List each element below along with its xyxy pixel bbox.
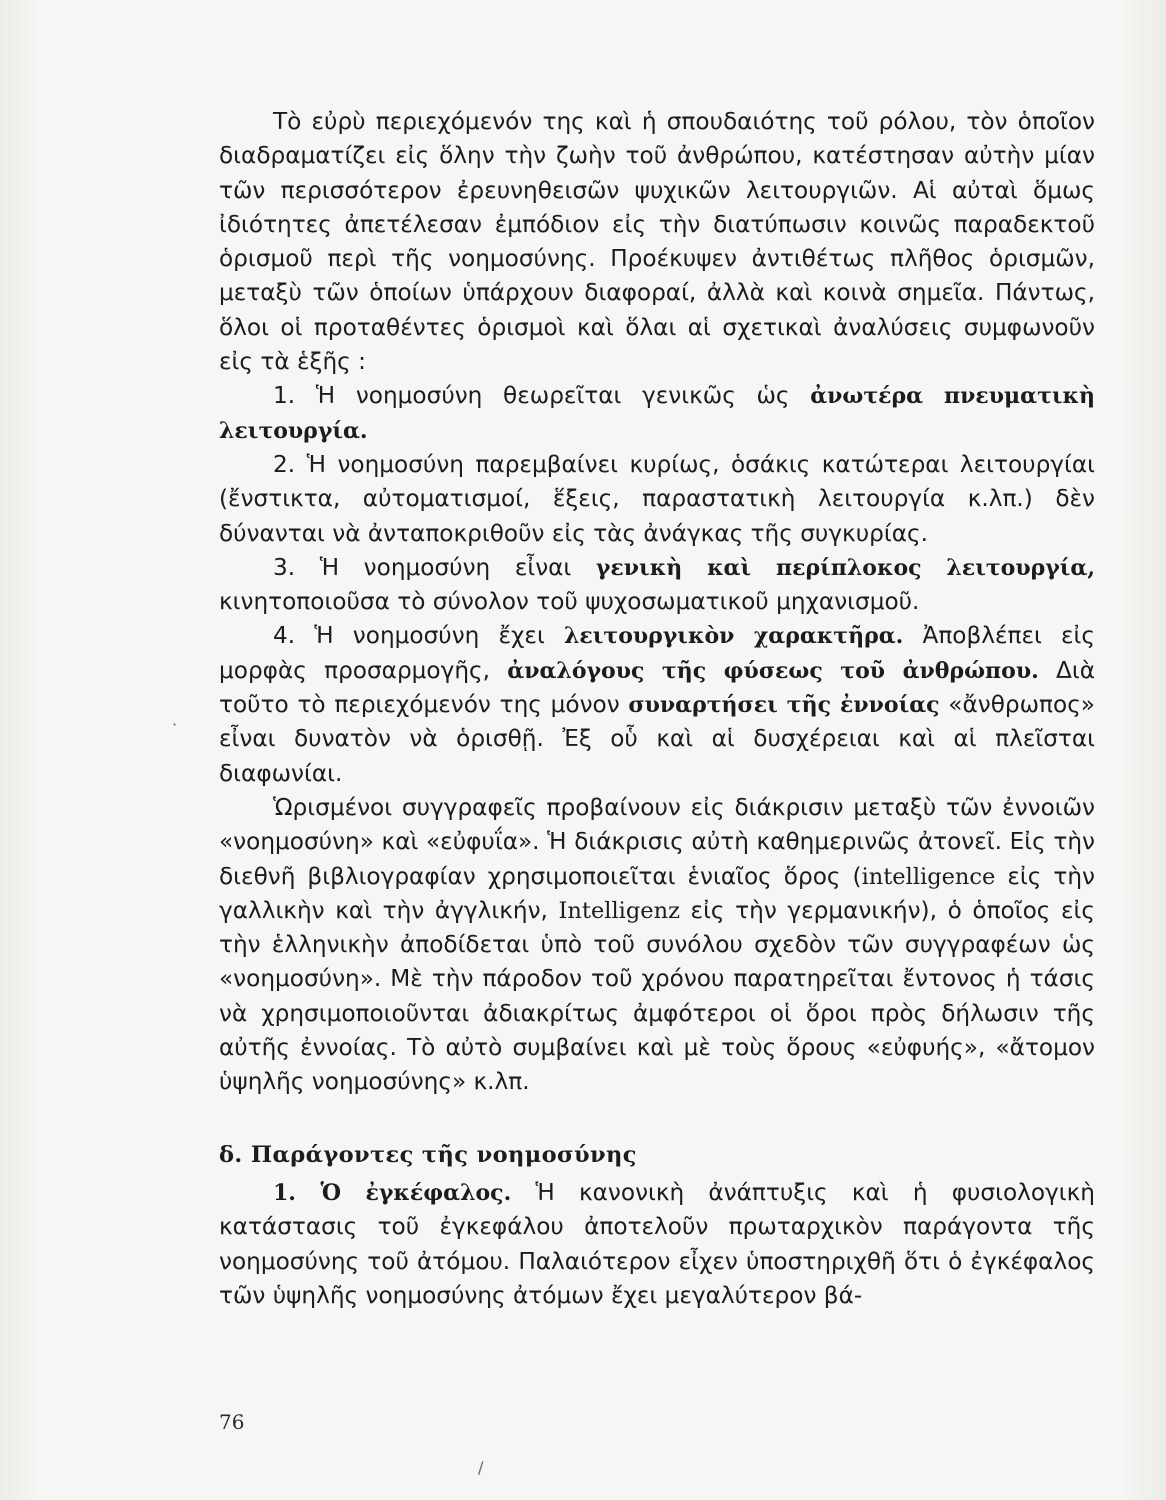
item-4-mid-2: Διὰ τοῦτο τὸ περιεχόμενόν της μόνον [219, 656, 1096, 719]
paragraph-brain [219, 1176, 1095, 1313]
item-3-bold: γενικὴ καὶ περίπλοκος λειτουργία, [595, 554, 1095, 581]
section-heading: δ. Παράγοντες τῆς νοημοσύνης [219, 1141, 637, 1168]
item-1-text: 1. Ἡ νοημοσύνη θεωρεῖται γενικῶς ὡς [273, 382, 811, 410]
latin-term-intelligenz: Intelligenz [558, 897, 680, 924]
stray-mark: / [478, 1458, 484, 1477]
item-1-bold: ἀνωτέρα πνευματικὴ λειτουργία. [219, 383, 1095, 444]
item-4-mid-1: Ἀποβλέπει εἰς μορφὰς προσαρμογῆς, [219, 622, 1095, 684]
item-4-bold-3: συναρτήσει τῆς ἐννοίας [628, 692, 940, 719]
terminology-part-3: εἰς τὴν γερμανικήν), ὁ ὁποῖος εἰς τὴν ἑλληνικὴν ἀποδίδεται ὑπὸ τοῦ συνόλου σχεδὸν τῶν συγγραφέων ὡς «νοημοσύνη». Μὲ τὴν πάροδον τοῦ χρόνου παρατηρεῖται ἔντονος ἡ τάσις νὰ χρησιμοποιοῦνται ἀδιακρίτως ἀμφότεροι οἱ ὅροι πρὸς δήλωσιν τῆς αὐτῆς ἐννοίας. Τὸ αὐτὸ συμβαίνει καὶ μὲ τοὺς ὅρους «εὐφυής», «ἄτομον ὑψηλῆς νοημοσύνης» κ.λπ. [219, 896, 1095, 1096]
paragraph-intro: Τὸ εὐρὺ περιεχόμενόν της καὶ ἡ σπουδαιότης τοῦ ρόλου, τὸν ὁποῖον διαδραματίζει εἰς ὅλην τὴν ζωὴν τοῦ ἀνθρώπου, κατέστησαν αὐτὴν μίαν τῶν περισσότερον ἐρευνηθεισῶν ψυχικῶν λειτουργιῶν. Αἱ αὐταὶ ὅμως ἰδιότητες ἀπετέλεσαν ἐμπόδιον εἰς τὴν διατύπωσιν κοινῶς παραδεκτοῦ ὁρισμοῦ περὶ τῆς νοημοσύνης. Προέκυψεν ἀντιθέτως πλῆθος ὁρισμῶν, μεταξὺ τῶν ὁποίων ὑπάρχουν διαφοραί, ἀλλὰ καὶ κοινὰ σημεῖα. Πάντως, ὅλοι οἱ προταθέντες ὁρισμοὶ καὶ ὅλαι αἱ σχετικαὶ ἀναλύσεις συμφωνοῦν εἰς τὰ ἑξῆς : [219, 108, 1095, 376]
brain-text: Ἡ κανονικὴ ἀνάπτυξις καὶ ἡ φυσιολογικὴ κατάστασις τοῦ ἐγκεφάλου ἀποτελοῦν πρωταρχικὸν παράγοντα τῆς νοημοσύνης τοῦ ἀτόμου. Παλαιότερον εἶχεν ὑποστηριχθῆ ὅτι ὁ ἐγκέφαλος τῶν ὑψηλῆς νοημοσύνης ἀτόμων ἔχει μεγαλύτερον βά- [219, 1178, 1095, 1309]
page-number: 76 [219, 1410, 245, 1434]
item-4-bold-2: ἀναλόγους τῆς φύσεως τοῦ ἀνθρώπου. [507, 657, 1039, 684]
item-4-tail: «ἄνθρωπος» εἶναι δυνατὸν νὰ ὁρισθῇ. Ἐξ οὗ καὶ αἱ δυσχέρειαι καὶ αἱ πλεῖσται διαφωνίαι. [219, 691, 1095, 787]
item-3-tail: κινητοποιοῦσα τὸ σύνολον τοῦ ψυχοσωματικοῦ μηχανισμοῦ. [219, 588, 920, 616]
latin-term-intelligence: intelligence [861, 863, 996, 890]
list-item-1 [219, 379, 1095, 448]
item-4-bold-1: λειτουργικὸν χαρακτῆρα. [563, 623, 904, 650]
paragraph-terminology [219, 791, 1095, 1100]
margin-dot: · [172, 715, 178, 734]
list-item-3 [219, 551, 1095, 620]
item-4-text: 4. Ἡ νοημοσύνη ἔχει [273, 622, 564, 650]
page-body [219, 105, 1095, 1313]
terminology-part-2: εἰς τὴν γαλλικὴν καὶ τὴν ἀγγλικήν, [219, 862, 1095, 924]
list-item-2: 2. Ἡ νοημοσύνη παρεμβαίνει κυρίως, ὁσάκις κατώτεραι λειτουργίαι (ἔνστικτα, αὐτοματισμοί, ἕξεις, παραστατικὴ λειτουργία κ.λπ.) δὲν δύνανται νὰ ἀνταποκριθοῦν εἰς τὰς ἀνάγκας τῆς συγκυρίας. [219, 450, 1095, 547]
list-item-4 [219, 619, 1095, 790]
terminology-part-1: Ὡρισμένοι συγγραφεῖς προβαίνουν εἰς διάκρισιν μεταξὺ τῶν ἐννοιῶν «νοημοσύνη» καὶ «εὐφυΐα». Ἡ διάκρισις αὐτὴ καθημερινῶς ἀτονεῖ. Εἰς τὴν διεθνῆ βιβλιογραφίαν χρησιμοποιεῖται ἑνιαῖος ὅρος ( [219, 793, 1095, 890]
item-3-text: 3. Ἡ νοημοσύνη εἶναι [273, 553, 596, 581]
brain-subheading: 1. Ὁ ἐγκέφαλος. [273, 1179, 512, 1206]
